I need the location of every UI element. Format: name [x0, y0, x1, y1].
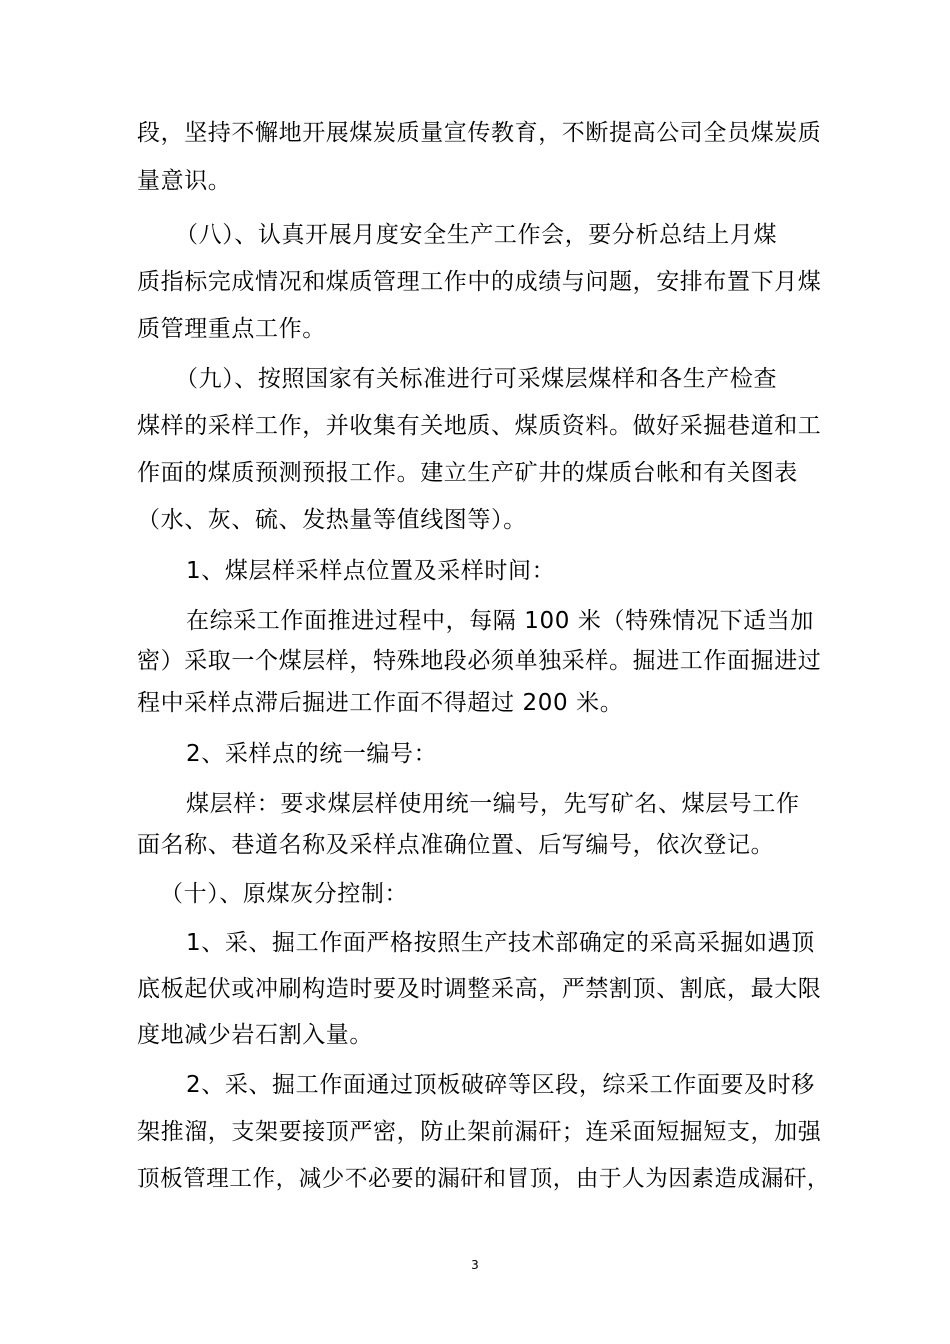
text-line: 顶板管理工作，减少不必要的漏矸和冒顶，由于人为因素造成漏矸，: [137, 1166, 831, 1192]
text-line: 面名称、巷道名称及采样点准确位置、后写编号，依次登记。: [137, 832, 775, 858]
text-line: （十）、原煤灰分控制：: [160, 881, 409, 907]
text-line: 煤层样：要求煤层样使用统一编号，先写矿名、煤层号工作: [186, 791, 800, 817]
text-line: 度地减少岩石割入量。: [137, 1022, 373, 1048]
text-line: 量意识。: [137, 168, 232, 194]
text-line: 质指标完成情况和煤质管理工作中的成绩与问题，安排布置下月煤: [137, 269, 822, 295]
text-line: 架推溜，支架要接顶严密，防止架前漏矸；连采面短掘短支，加强: [137, 1119, 822, 1145]
text-line: （水、灰、硫、发热量等值线图等）。: [137, 507, 527, 533]
text-line: 质管理重点工作。: [137, 316, 326, 342]
text-line: 2、采样点的统一编号：: [186, 741, 438, 767]
text-line: 在综采工作面推进过程中，每隔 100 米（特殊情况下适当加: [186, 608, 814, 634]
text-line: 底板起伏或冲刷构造时要及时调整采高，严禁割顶、割底，最大限: [137, 976, 822, 1002]
text-line: 密）采取一个煤层样，特殊地段必须单独采样。掘进工作面掘进过: [137, 648, 822, 674]
text-line: 段，坚持不懈地开展煤炭质量宣传教育，不断提高公司全员煤炭质: [137, 120, 822, 146]
text-line: 程中采样点滞后掘进工作面不得超过 200 米。: [137, 690, 624, 716]
text-line: 1、采、掘工作面严格按照生产技术部确定的采高采掘如遇顶: [186, 930, 815, 956]
text-line: （九）、按照国家有关标准进行可采煤层煤样和各生产检查: [175, 366, 778, 392]
text-line: 1、煤层样采样点位置及采样时间：: [186, 558, 556, 584]
text-line: 作面的煤质预测预报工作。建立生产矿井的煤质台帐和有关图表: [137, 460, 798, 486]
text-line: 2、采、掘工作面通过顶板破碎等区段，综采工作面要及时移: [186, 1072, 815, 1098]
text-line: 煤样的采样工作，并收集有关地质、煤质资料。做好采掘巷道和工: [137, 413, 822, 439]
page-number: 3: [471, 1258, 479, 1272]
text-line: （八）、认真开展月度安全生产工作会，要分析总结上月煤: [175, 222, 778, 248]
